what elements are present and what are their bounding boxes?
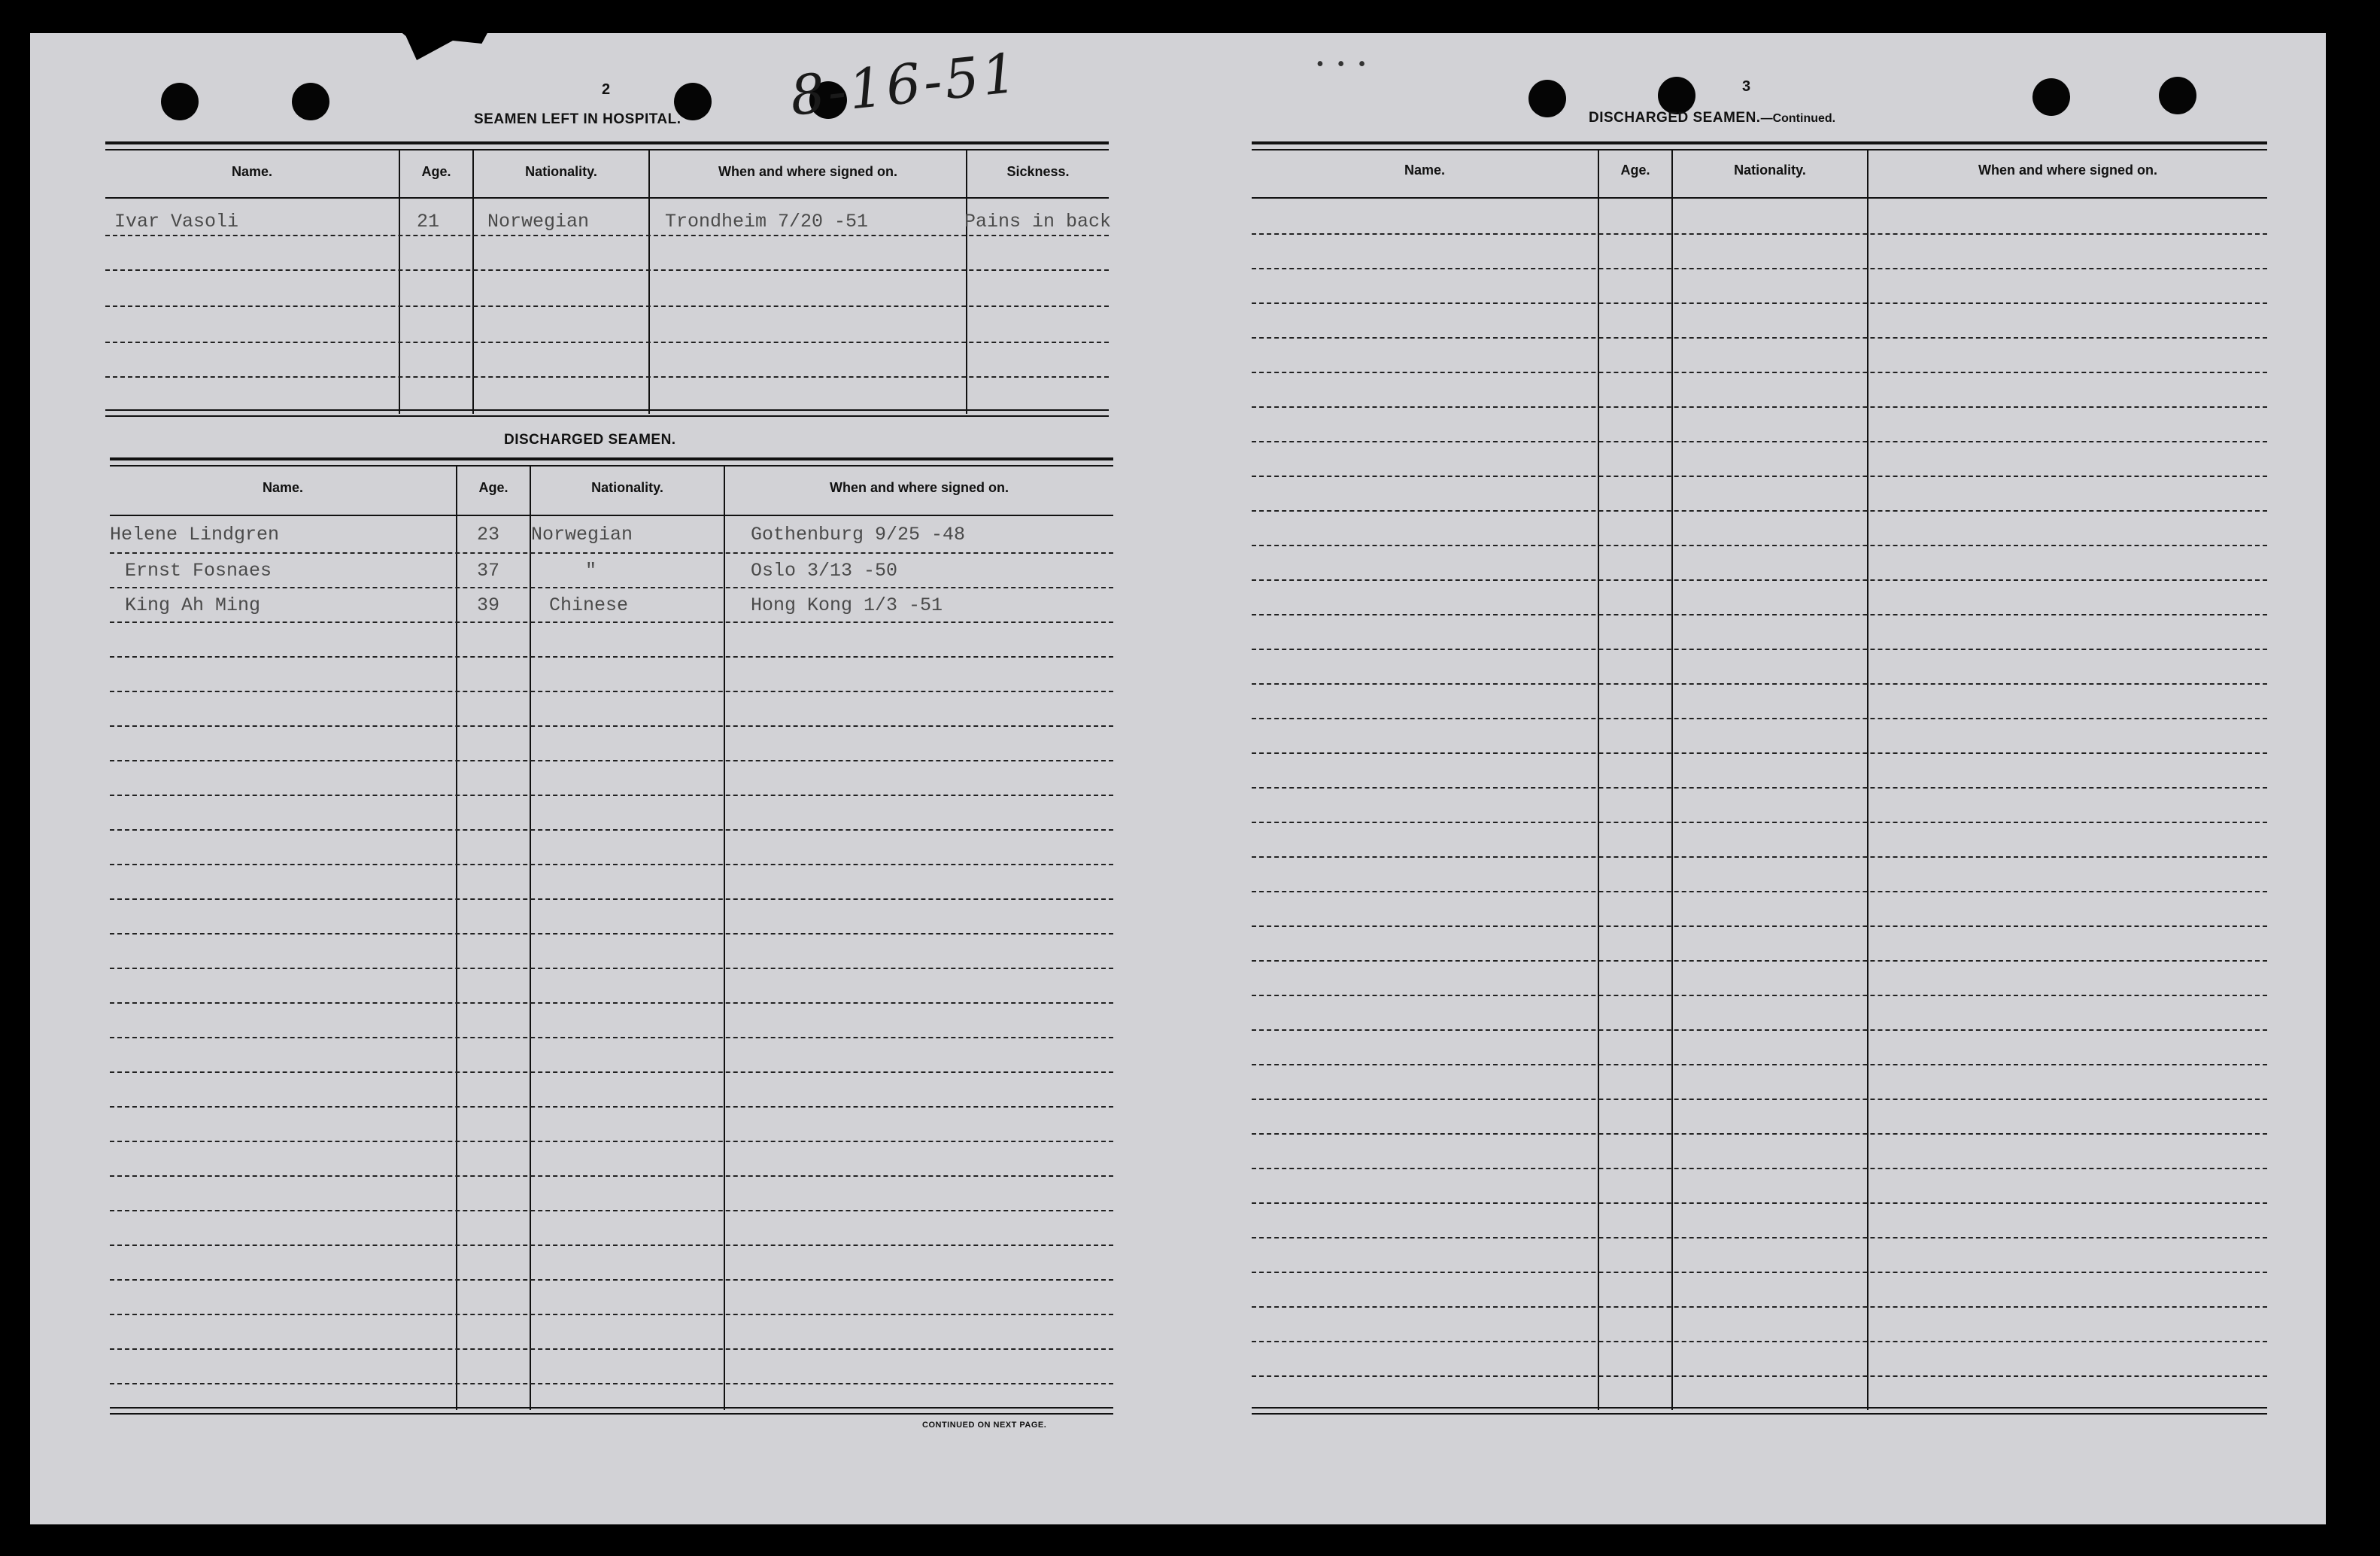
- cell-age: 23: [477, 524, 500, 546]
- col-header-age: Age.: [478, 480, 508, 495]
- page-number-left: 2: [602, 81, 611, 98]
- col-header-name: Name.: [231, 164, 273, 179]
- col-header-nationality: Nationality.: [591, 480, 663, 495]
- discharged-table: [110, 457, 1113, 1415]
- punch-hole: [1658, 77, 1695, 114]
- cell-name: Ernst Fosnaes: [125, 560, 272, 582]
- cell-signed-on: Trondheim 7/20 -51: [665, 211, 869, 232]
- col-header-signed-on: When and where signed on.: [718, 164, 898, 179]
- title-suffix: —Continued.: [1760, 112, 1836, 125]
- handwritten-date: 8-16-51: [787, 41, 1023, 128]
- continued-note: CONTINUED ON NEXT PAGE.: [922, 1421, 1047, 1430]
- punch-hole: [2032, 78, 2070, 116]
- cell-nationality: ": [585, 560, 597, 582]
- cell-nationality: Norwegian: [531, 524, 633, 546]
- cell-age: 37: [477, 560, 500, 582]
- cell-age: 21: [417, 211, 440, 232]
- col-header-age: Age.: [421, 164, 451, 179]
- col-header-signed-on: When and where signed on.: [829, 480, 1009, 495]
- hospital-table: [105, 141, 1112, 421]
- col-header-name: Name.: [1404, 163, 1446, 178]
- cell-nationality: Norwegian: [487, 211, 590, 232]
- col-header-sickness: Sickness.: [1006, 164, 1070, 179]
- cell-name: King Ah Ming: [125, 594, 261, 616]
- discharged-continued-title: [1589, 110, 1835, 126]
- punch-hole: [292, 83, 329, 120]
- col-header-nationality: Nationality.: [525, 164, 597, 179]
- punch-hole: [2159, 77, 2196, 114]
- cell-signed-on: Oslo 3/13 -50: [751, 560, 898, 582]
- cell-nationality: Chinese: [549, 594, 629, 616]
- hospital-title: SEAMEN LEFT IN HOSPITAL.: [474, 111, 682, 127]
- cell-age: 39: [477, 594, 500, 616]
- col-header-signed-on: When and where signed on.: [1978, 163, 2158, 178]
- punch-hole: [161, 83, 199, 120]
- punch-hole: [1528, 80, 1566, 117]
- cell-sickness: Pains in back: [964, 211, 1112, 232]
- cell-signed-on: Hong Kong 1/3 -51: [751, 594, 943, 616]
- cell-name: Ivar Vasoli: [114, 211, 239, 232]
- col-header-age: Age.: [1620, 163, 1650, 178]
- cell-name: Helene Lindgren: [110, 524, 280, 546]
- stray-marks: •••: [1316, 53, 1380, 76]
- page-number-right: 3: [1742, 78, 1751, 95]
- discharged-continued-table: [1252, 141, 2267, 1415]
- col-header-nationality: Nationality.: [1734, 163, 1806, 178]
- discharged-title: DISCHARGED SEAMEN.: [504, 432, 676, 448]
- col-header-name: Name.: [262, 480, 304, 495]
- cell-signed-on: Gothenburg 9/25 -48: [751, 524, 966, 546]
- title-main: DISCHARGED SEAMEN.: [1589, 110, 1761, 126]
